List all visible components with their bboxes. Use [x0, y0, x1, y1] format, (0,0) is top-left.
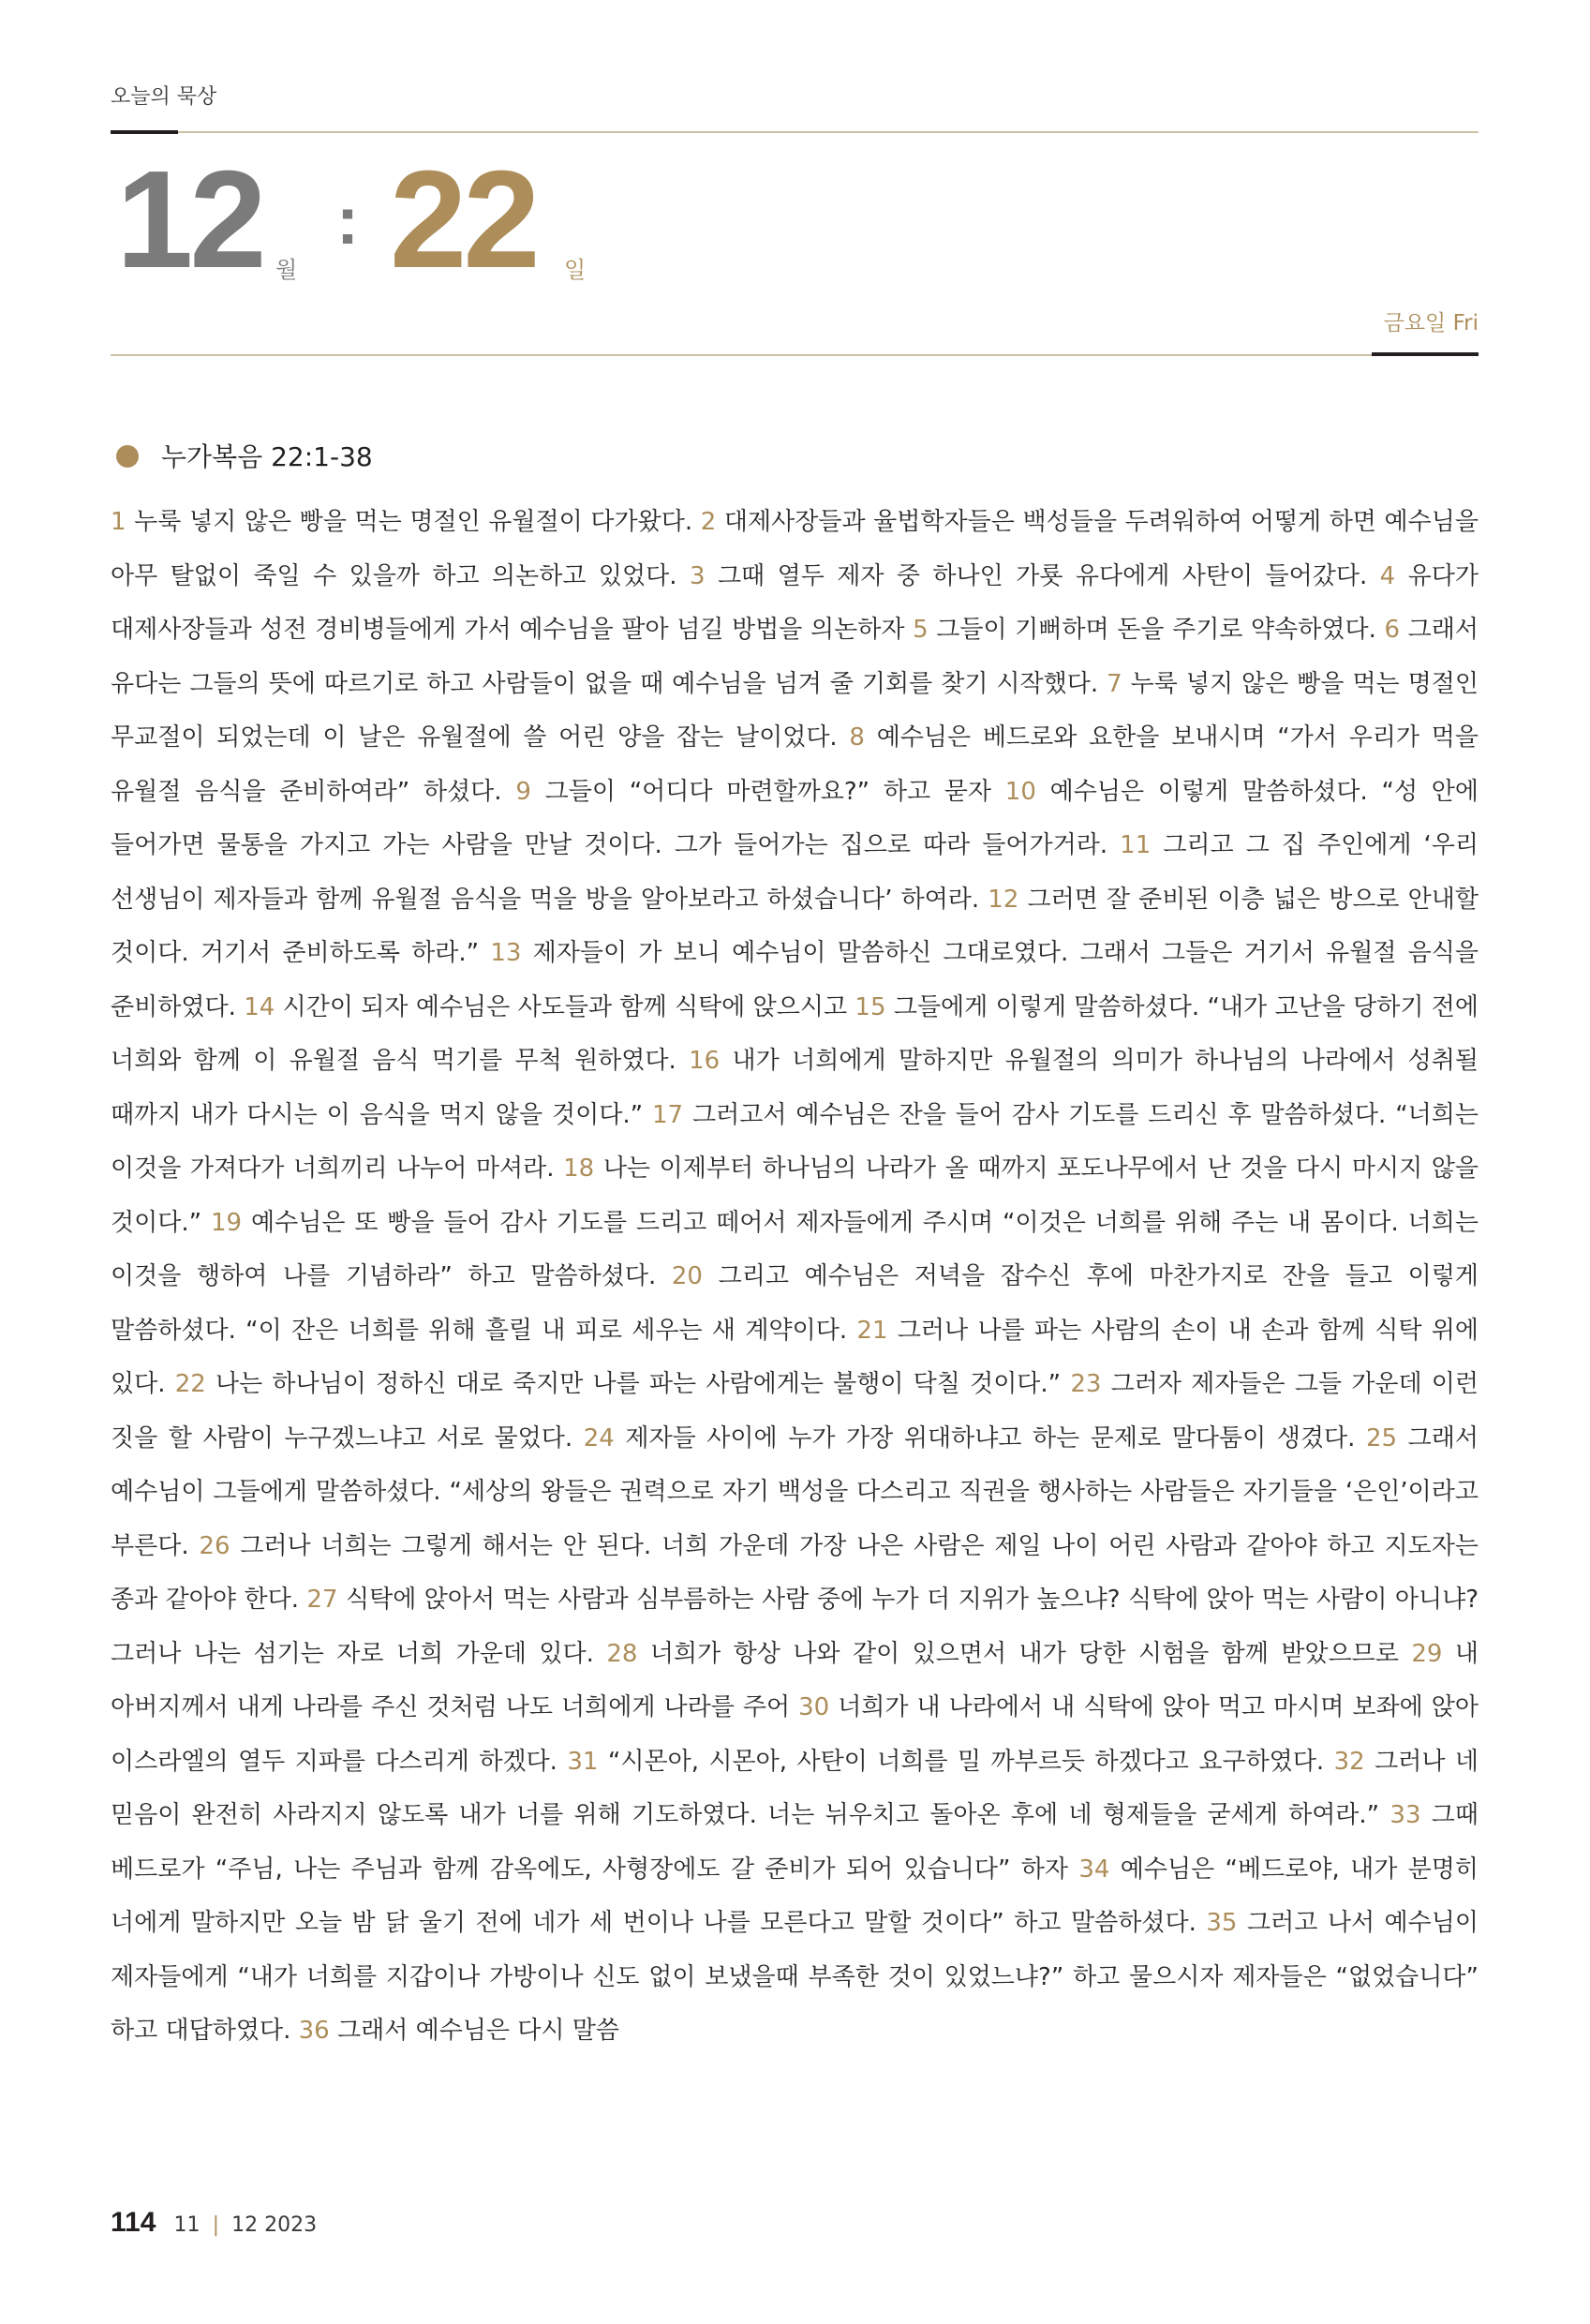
verse-number: 17 — [652, 1100, 684, 1129]
verse-text: 그래서 예수님은 다시 말씀 — [336, 2017, 620, 2045]
verse-text: 나는 이제부터 하나님의 나라가 올 때까지 포도나무에서 난 것을 다시 마시지 않을 것이다.” — [111, 1155, 1479, 1237]
verse-number: 10 — [1004, 777, 1036, 806]
verse-text: 내가 너희에게 말하지만 유월절의 의미가 하나님의 나라에서 성취될 때까지 내가 다시는 이 음식을 먹지 않을 것이다.” — [111, 1047, 1479, 1129]
verse-number: 35 — [1206, 1909, 1238, 1937]
verse-number: 4 — [1379, 561, 1396, 590]
verse-text: 그러자 제자들은 그들 가운데 이런 짓을 할 사람이 누구겠느냐고 서로 물었다. — [111, 1370, 1479, 1452]
verse-number: 12 — [988, 885, 1019, 914]
issue-separator: | — [212, 2213, 220, 2237]
verse-number: 6 — [1384, 616, 1401, 644]
verse-number: 25 — [1365, 1423, 1398, 1452]
date-divider-accent — [1372, 352, 1479, 356]
verse-number: 24 — [583, 1423, 615, 1452]
verse-number: 7 — [1107, 669, 1122, 698]
verse-text: 예수님은 이렇게 말씀하셨다. “성 안에 들어가면 물통을 가지고 가는 사람을 만날 것이다. 그가 들어가는 집으로 따라 들어가거라. — [111, 777, 1479, 859]
verse-text: 너희가 항상 나와 같이 있으면서 내가 당한 시험을 함께 받았으므로 — [649, 1639, 1399, 1668]
verse-number: 26 — [199, 1531, 230, 1560]
verse-number: 11 — [1120, 831, 1152, 859]
verse-text: 그들이 “어디다 마련할까요?” 하고 묻자 — [544, 777, 992, 806]
header-divider — [111, 131, 1479, 133]
verse-number: 9 — [515, 777, 531, 806]
issue-months: 11 — [173, 2213, 201, 2237]
date-display — [111, 142, 1479, 297]
verse-text: 그리고 예수님은 저녁을 잡수신 후에 마찬가지로 잔을 들고 이렇게 말씀하셨다. “이 잔은 너희를 위해 흘릴 내 피로 세우는 새 계약이다. — [111, 1262, 1479, 1345]
verse-text: 그래서 예수님이 그들에게 말씀하셨다. “세상의 왕들은 권력으로 자기 백성을 다스리고 직권을 행사하는 사람들은 자기들을 ‘은인’이라고 부른다. — [111, 1423, 1479, 1560]
month-number: 12 — [116, 142, 263, 297]
verse-text: 예수님은 “베드로야, 내가 분명히 너에게 말하지만 오늘 밤 닭 울기 전에 네가 세 번이나 나를 모른다고 말할 것이다” 하고 말씀하셨다. — [111, 1855, 1479, 1937]
verse-text: 그러나 나를 파는 사람의 손이 내 손과 함께 식탁 위에 있다. — [111, 1316, 1479, 1398]
verse-number: 29 — [1411, 1639, 1443, 1668]
header-divider-accent — [111, 130, 178, 134]
verse-text: 그때 열두 제자 중 하나인 가룟 유다에게 사탄이 들어갔다. — [717, 561, 1368, 590]
passage-reference: 누가복음 22:1-38 — [161, 441, 373, 472]
verse-number: 18 — [563, 1155, 595, 1183]
verse-number: 16 — [689, 1047, 721, 1075]
verse-number: 3 — [689, 561, 706, 590]
verse-text: 나는 하나님이 정하신 대로 죽지만 나를 파는 사람에게는 불행이 닥칠 것이다.” — [215, 1370, 1062, 1398]
issue-year: 12 2023 — [231, 2213, 318, 2237]
day-number: 22 — [390, 142, 537, 297]
verse-text: 그러나 네 믿음이 완전히 사라지지 않도록 내가 너를 위해 기도하였다. 너는 뉘우치고 돌아온 후에 네 형제들을 굳세게 하여라.” — [111, 1747, 1479, 1829]
verse-text: 누룩 넣지 않은 빵을 먹는 명절인 유월절이 다가왔다. — [134, 508, 693, 536]
page-footer — [111, 2207, 317, 2244]
month-unit: 월 — [275, 257, 298, 283]
verse-number: 32 — [1333, 1747, 1365, 1776]
verse-text: 그러고 나서 예수님이 제자들에게 “내가 너희를 지갑이나 가방이나 신도 없이 보냈을때 부족한 것이 있었느냐?” 하고 물으시자 제자들은 “없었습니다” 하고 대답하였다. — [111, 1909, 1479, 2045]
verse-text: 그러고서 예수님은 잔을 들어 감사 기도를 드리신 후 말씀하셨다. “너희는 이것을 가져다가 너희끼리 나누어 마셔라. — [111, 1100, 1479, 1183]
verse-text: 너희가 내 나라에서 내 식탁에 앉아 먹고 마시며 보좌에 앉아 이스라엘의 열두 지파를 다스리게 하겠다. — [111, 1693, 1479, 1776]
verse-number: 36 — [298, 2017, 330, 2045]
verse-number: 5 — [913, 616, 929, 644]
verse-text: 그들이 기뻐하며 돈을 주기로 약속하였다. — [936, 616, 1376, 644]
verse-text: 그래서 유다는 그들의 뜻에 따르기로 하고 사람들이 없을 때 예수님을 넘겨 줄 기회를 찾기 시작했다. — [111, 616, 1479, 698]
verse-number: 13 — [490, 939, 522, 967]
verse-text: 대제사장들과 율법학자들은 백성들을 두려워하여 어떻게 하면 예수님을 아무 탈없이 죽일 수 있을까 하고 의논하고 있었다. — [111, 508, 1479, 590]
verse-text: “시몬아, 시몬아, 사탄이 너희를 밀 까부르듯 하겠다고 요구하였다. — [607, 1747, 1325, 1776]
verse-text: 시간이 되자 예수님은 사도들과 함께 식탁에 앉으시고 — [282, 992, 848, 1021]
date-divider — [111, 354, 1479, 356]
verse-text: 유다가 대제사장들과 성전 경비병들에게 가서 예수님을 팔아 넘길 방법을 의논하자 — [111, 561, 1479, 644]
verse-number: 1 — [111, 508, 126, 536]
verse-text: 예수님은 베드로와 요한을 보내시며 “가서 우리가 먹을 유월절 음식을 준비하여라” 하셨다. — [111, 723, 1479, 806]
verse-text: 예수님은 또 빵을 들어 감사 기도를 드리고 떼어서 제자들에게 주시며 “이것은 너희를 위해 주는 내 몸이다. 너희는 이것을 행하여 나를 기념하라” 하고 말씀하셨다. — [111, 1208, 1479, 1290]
date-colon: : — [336, 184, 359, 259]
verse-text: 내 아버지께서 내게 나라를 주신 것처럼 나도 너희에게 나라를 주어 — [111, 1639, 1479, 1721]
page-number: 114 — [111, 2207, 156, 2238]
verse-number: 21 — [856, 1316, 888, 1345]
verse-number: 19 — [210, 1208, 243, 1237]
verse-text: 제자들이 가 보니 예수님이 말씀하신 그대로였다. 그래서 그들은 거기서 유월절 음식을 준비하였다. — [111, 939, 1479, 1021]
bullet-dot-icon — [116, 445, 139, 468]
verse-number: 23 — [1070, 1370, 1102, 1398]
verse-number: 8 — [849, 723, 865, 752]
scripture-text — [111, 496, 1479, 2059]
verse-number: 22 — [174, 1370, 206, 1398]
verse-text: 식탁에 앉아서 먹는 사람과 심부름하는 사람 중에 누가 더 지위가 높으냐? 식탁에 앉아 먹는 사람이 아니냐? 그러나 나는 섬기는 자로 너희 가운데 있다. — [111, 1586, 1479, 1668]
verse-text: 제자들 사이에 누가 가장 위대하냐고 하는 문제로 말다툼이 생겼다. — [625, 1423, 1356, 1452]
day-unit: 일 — [564, 257, 587, 283]
verse-number: 20 — [671, 1262, 703, 1290]
verse-number: 14 — [244, 992, 275, 1021]
verse-number: 34 — [1078, 1855, 1110, 1884]
verse-number: 15 — [854, 992, 886, 1021]
weekday-label: 금요일 Fri — [1383, 311, 1479, 335]
verse-text: 누룩 넣지 않은 빵을 먹는 명절인 무교절이 되었는데 이 날은 유월절에 쓸 어린 양을 잡는 날이었다. — [111, 669, 1479, 752]
verse-text: 그러나 너희는 그렇게 해서는 안 된다. 너희 가운데 가장 나은 사람은 제일 나이 어린 사람과 같아야 하고 지도자는 종과 같아야 한다. — [111, 1531, 1479, 1614]
verse-number: 33 — [1389, 1801, 1421, 1829]
verse-text: 그때 베드로가 “주님, 나는 주님과 함께 감옥에도, 사형장에도 갈 준비가 되어 있습니다” 하자 — [111, 1801, 1479, 1884]
verse-number: 31 — [567, 1747, 599, 1776]
verse-number: 27 — [306, 1586, 338, 1614]
verse-text: 그리고 그 집 주인에게 ‘우리 선생님이 제자들과 함께 유월절 음식을 먹을 방을 알아보라고 하셨습니다’ 하여라. — [111, 831, 1479, 914]
verse-number: 28 — [606, 1639, 638, 1668]
verse-number: 2 — [700, 508, 717, 536]
verse-text: 그들에게 이렇게 말씀하셨다. “내가 고난을 당하기 전에 너희와 함께 이 유월절 음식 먹기를 무척 원하였다. — [111, 992, 1479, 1075]
verse-text: 그러면 잘 준비된 이층 넓은 방으로 안내할 것이다. 거기서 준비하도록 하라.” — [111, 885, 1479, 967]
verse-number: 30 — [798, 1693, 830, 1721]
section-label: 오늘의 묵상 — [111, 85, 217, 109]
